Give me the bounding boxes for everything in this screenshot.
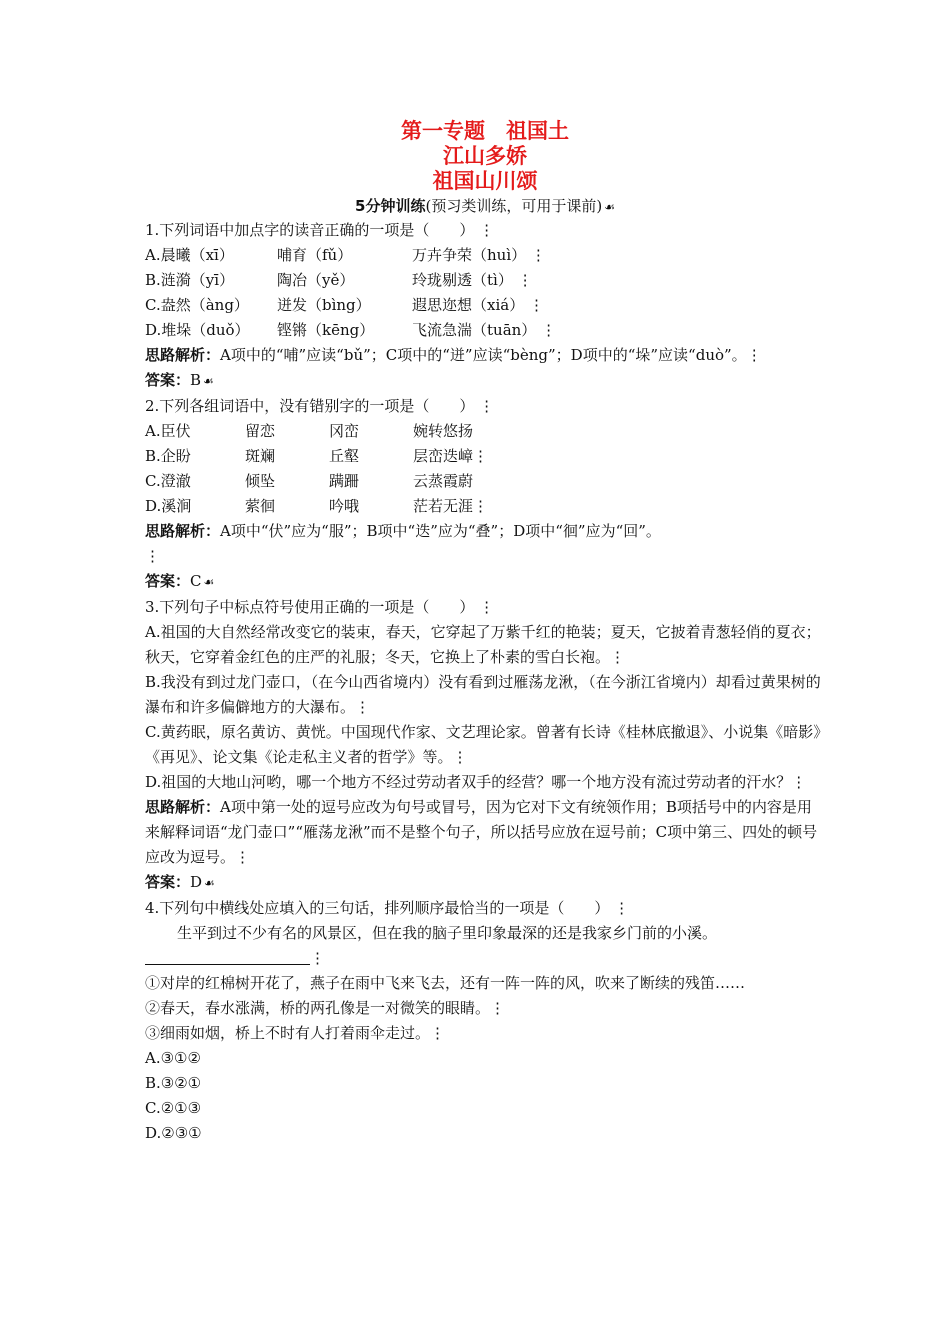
q3-analysis: 思路解析：A项中第一处的逗号应改为句号或冒号，因为它对下文有统领作用；B项括号中的内容是用来解释词语“龙门壶口”“雁荡龙湫”而不是整个句子，所以括号应放在逗号前；C项中第三、四处的顿号应改为逗号。⋮ <box>145 798 818 866</box>
section-heading-bold: 5分钟训练 <box>355 197 426 215</box>
hand-icon: ☙ <box>604 200 615 214</box>
q4-sentence-3: ③细雨如烟，桥上不时有人打着雨伞走过。⋮ <box>145 1024 446 1042</box>
q4-stem: 4.下列句中横线处应填入的三句话，排列顺序最恰当的一项是（ ） ⋮ <box>145 899 630 917</box>
q1-analysis: 思路解析：A项中的“哺”应读“bǔ”；C项中的“迸”应读“bèng”；D项中的“垛”应读“duò”。⋮ <box>145 346 762 364</box>
q2-option-a: A.臣伏 留恋 冈峦 婉转悠扬 <box>145 422 474 440</box>
q4-passage: 生平到过不少有名的风景区，但在我的脑子里印象最深的还是我家乡门前的小溪。 <box>177 924 718 942</box>
document-page <box>145 118 825 1146</box>
q1-option-b: B.涟漪（yī） 陶冶（yě） 玲珑剔透（tì） ⋮ <box>145 271 533 289</box>
section-heading-note: (预习类训练，可用于课前) <box>425 197 603 215</box>
q2-stem: 2.下列各组词语中，没有错别字的一项是（ ） ⋮ <box>145 397 495 415</box>
q2-option-d: D.溪涧 萦徊 吟哦 茫若无涯 ⋮ <box>145 497 489 515</box>
q4-blank-line: ⋮ <box>145 946 825 971</box>
q2-option-b: B.企盼 斑斓 丘壑 层峦迭嶂 ⋮ <box>145 447 489 465</box>
q1-option-a: A.晨曦（xī） 哺育（fǔ） 万卉争荣（huì） ⋮ <box>145 246 546 264</box>
q1-stem: 1.下列词语中加点字的读音正确的一项是（ ） ⋮ <box>145 221 495 239</box>
answer-blank <box>145 946 310 965</box>
title-line-3: 祖国山川颂 <box>432 168 538 193</box>
q3-option-a: A.祖国的大自然经常改变它的装束，春天，它穿起了万紫千红的艳装；夏天，它披着青葱轻俏的夏衣；秋天，它穿着金红色的庄严的礼服；冬天，它换上了朴素的雪白长袍。⋮ <box>145 623 821 666</box>
q4-option-b: B.③②① <box>145 1074 202 1092</box>
q3-option-b: B.我没有到过龙门壶口，（在今山西省境内）没有看到过雁荡龙湫，（在今浙江省境内）却看过黄果树的瀑布和许多偏僻地方的大瀑布。⋮ <box>145 673 821 716</box>
section-heading <box>145 195 825 218</box>
q1-option-c: C.盎然（àng） 迸发（bìng） 遐思迩想（xiá） ⋮ <box>145 296 544 314</box>
q3-option-d: D.祖国的大地山河哟，哪一个地方不经过劳动者双手的经营？哪一个地方没有流过劳动者的汗水？⋮ <box>145 773 807 791</box>
q2-option-c: C.澄澈 倾坠 蹒跚 云蒸霞蔚 <box>145 472 474 490</box>
q3-stem: 3.下列句子中标点符号使用正确的一项是（ ） ⋮ <box>145 598 495 616</box>
title-line-2: 江山多娇 <box>443 143 527 168</box>
q1-option-d: D.堆垛（duǒ） 铿锵（kēng） 飞流急湍（tuān） ⋮ <box>145 321 557 339</box>
q3-answer: 答案：D ☙ <box>145 873 215 891</box>
q3-option-c: C.黄药眠，原名黄访、黄恍。中国现代作家、文艺理论家。曾著有长诗《桂林底撤退》、小说集《暗影》《再见》、论文集《论走私主义者的哲学》等。⋮ <box>145 723 821 766</box>
q4-sentence-1: ①对岸的红棉树开花了，燕子在雨中飞来飞去，还有一阵一阵的风，吹来了断续的残笛…… <box>145 974 746 992</box>
q4-option-d: D.②③① <box>145 1124 202 1142</box>
q4-option-c: C.②①③ <box>145 1099 202 1117</box>
q4-option-a: A.③①② <box>145 1049 201 1067</box>
q2-answer: 答案：C ☙ <box>145 572 215 590</box>
q1-answer: 答案：B ☙ <box>145 371 214 389</box>
q4-sentence-2: ②春天，春水涨满，桥的两孔像是一对微笑的眼睛。⋮ <box>145 999 506 1017</box>
q2-analysis: 思路解析：A项中“伏”应为“服”；B项中“迭”应为“叠”；D项中“徊”应为“回”。 ⋮ <box>145 522 661 565</box>
title-line-1: 第一专题 祖国土 <box>401 118 569 143</box>
